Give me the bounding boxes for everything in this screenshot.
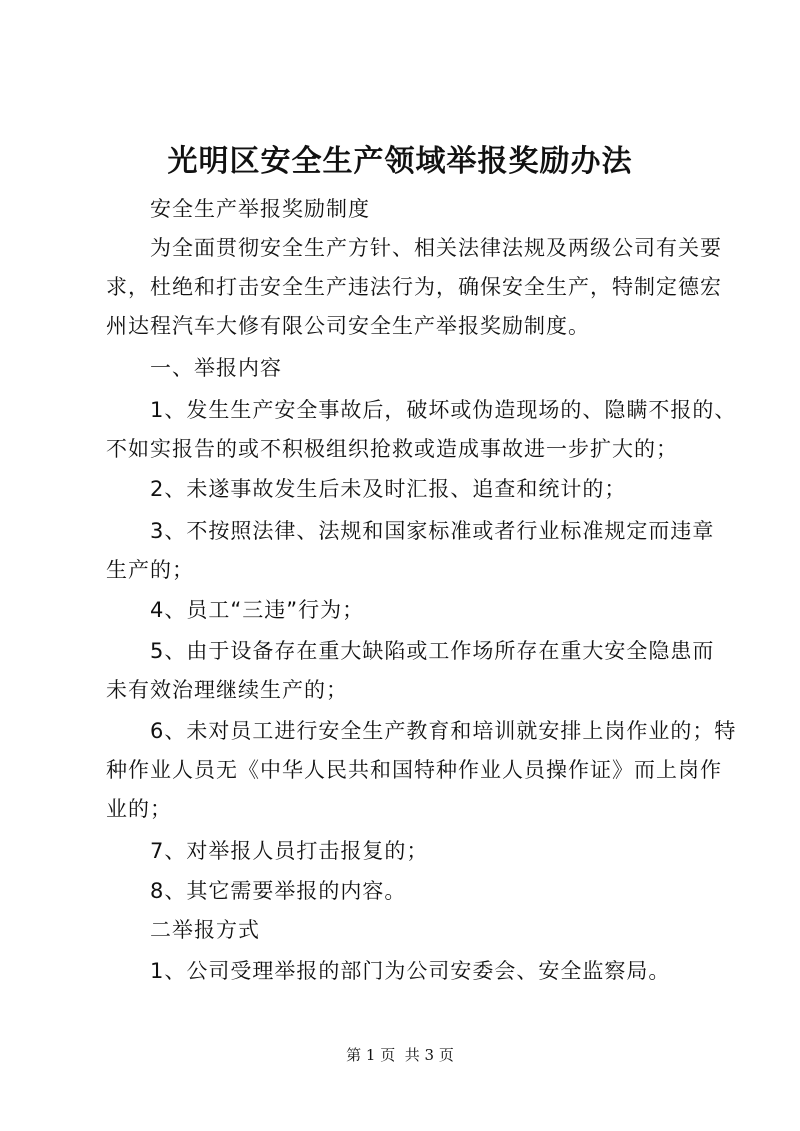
intro-line-3: 州达程汽车大修有限公司安全生产举报奖励制度。: [106, 314, 590, 338]
section-heading-report-content: 一、举报内容: [150, 356, 282, 380]
document-subtitle: 安全生产举报奖励制度: [150, 197, 370, 221]
item-2-line-1: 2、未遂事故发生后未及时汇报、追查和统计的；: [150, 477, 627, 501]
intro-line-2: 求，杜绝和打击安全生产违法行为，确保安全生产，特制定德宏: [106, 275, 722, 299]
item-1-line-1: 1、发生生产安全事故后，破坏或伪造现场的、隐瞒不报的、: [150, 398, 737, 422]
section-2-item-1: 1、公司受理举报的部门为公司安委会、安全监察局。: [150, 959, 671, 983]
item-7-line-1: 7、对举报人员打击报复的；: [150, 839, 429, 863]
intro-line-1: 为全面贯彻安全生产方针、相关法律法规及两级公司有关要: [150, 236, 722, 260]
item-3-line-2: 生产的；: [106, 558, 194, 582]
item-4-line-1: 4、员工“三违”行为；: [150, 598, 365, 622]
item-6-line-1: 6、未对员工进行安全生产教育和培训就安排上岗作业的；特: [150, 719, 737, 743]
item-5-line-2: 未有效治理继续生产的；: [106, 678, 348, 702]
page-number-footer: 第 1 页 共 3 页: [346, 1046, 454, 1064]
item-5-line-1: 5、由于设备存在重大缺陷或工作场所存在重大安全隐患而: [150, 639, 715, 663]
item-1-line-2: 不如实报告的或不积极组织抢救或造成事故进一步扩大的；: [106, 437, 678, 461]
item-8-line-1: 8、其它需要举报的内容。: [150, 879, 407, 903]
document-title: 光明区安全生产领域举报奖励办法: [167, 144, 633, 179]
item-3-line-1: 3、不按照法律、法规和国家标准或者行业标准规定而违章: [150, 519, 715, 543]
section-heading-report-method: 二举报方式: [150, 918, 260, 942]
item-6-line-3: 业的；: [106, 797, 172, 821]
item-6-line-2: 种作业人员无《中华人民共和国特种作业人员操作证》而上岗作: [106, 758, 722, 782]
